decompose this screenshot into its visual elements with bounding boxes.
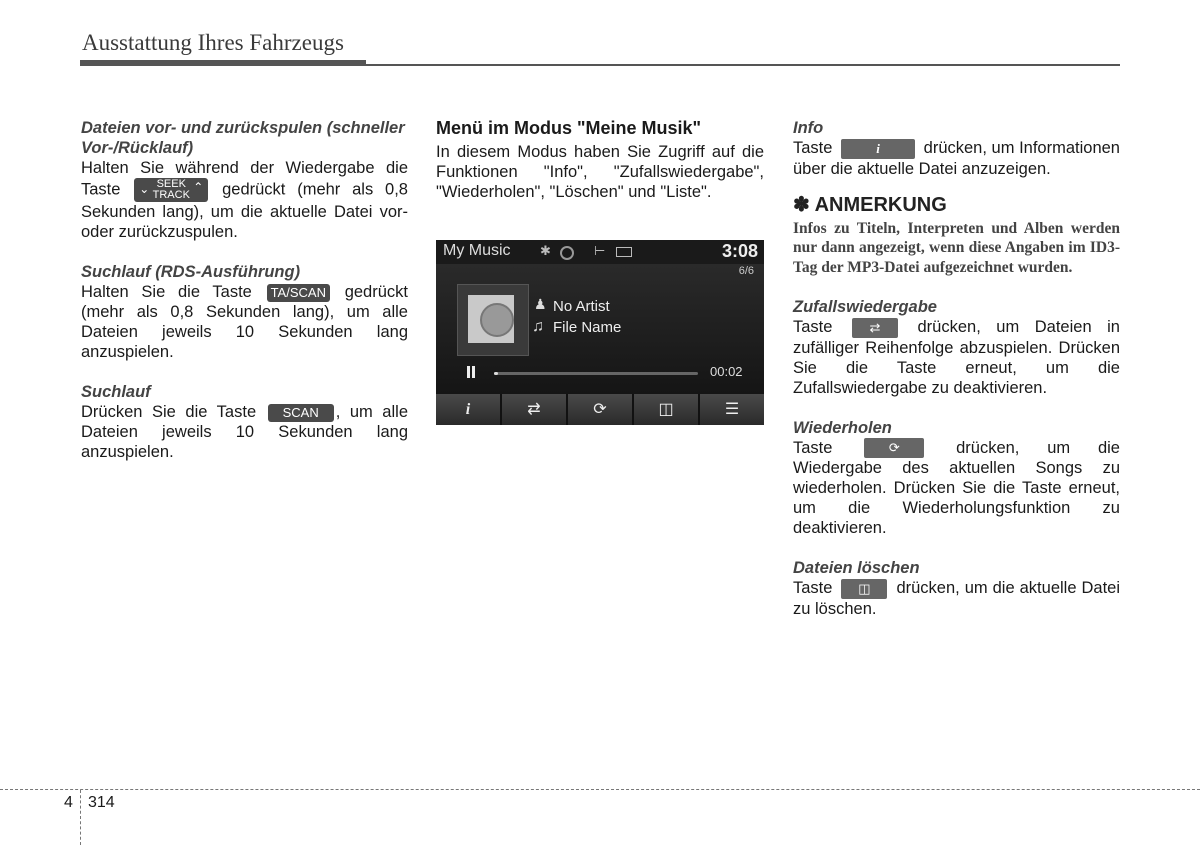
section-heading: Menü im Modus "Meine Musik" [436, 118, 702, 138]
section-heading: Wiederholen [793, 418, 892, 437]
track-count: 6/6 [738, 265, 754, 277]
screen-button-bar [436, 394, 764, 425]
chapter-number: 4 [64, 794, 73, 811]
trash-icon: ◫ [658, 401, 674, 418]
repeat-icon: ⟳ [888, 440, 900, 456]
section-text [81, 282, 408, 362]
text-part: drücken, um die aktuelle Datei zu löschen. [793, 579, 1121, 619]
screen-main-area [436, 264, 764, 394]
delete-button[interactable] [634, 394, 700, 425]
text-part: gedrückt (mehr als 0,8 Sekunden lang), um alle Dateien jeweils 10 Sekunden lang anzuspielen. [81, 283, 408, 361]
column-middle [436, 118, 764, 202]
section-text [81, 402, 408, 462]
column-right [793, 118, 1120, 639]
chevron-down-icon: ⌄ [139, 182, 150, 196]
disc-status-icon [560, 246, 574, 260]
screen-title: My Music [443, 242, 511, 259]
section-delete [793, 558, 1120, 619]
section-text [81, 158, 408, 242]
section-scan-rds [81, 262, 408, 362]
section-heading: Info [793, 119, 824, 137]
note-heading: ✽ ANMERKUNG [793, 193, 947, 216]
text-part: drücken, um die Wiedergabe des aktuellen Songs zu wiederholen. Drücken Sie die Taste erneut, um die Wiederholungsfunktion zu deaktivieren. [793, 438, 1120, 538]
text-part: Taste [793, 579, 833, 598]
text-part: , um alle Dateien jeweils 10 Sekunden lang anzuspielen. [81, 403, 408, 461]
repeat-icon: ⟳ [593, 401, 607, 418]
section-text [793, 138, 1120, 179]
header-rule-thin [366, 64, 1120, 66]
section-heading: Zufallswiedergabe [793, 298, 937, 317]
key-label-bottom: TRACK [152, 189, 190, 201]
key-label-top: SEEK [156, 178, 186, 190]
section-repeat [793, 418, 1120, 539]
footer-divider [80, 790, 81, 845]
section-info [793, 118, 1120, 179]
shuffle-key-badge [852, 318, 898, 338]
section-text [793, 438, 1120, 539]
footer-rule [0, 789, 1200, 790]
header-rule-thick [80, 60, 366, 66]
delete-key-badge [841, 579, 887, 599]
bluetooth-icon: ✱ [540, 243, 551, 258]
page-number: 314 [88, 794, 115, 811]
section-text [793, 317, 1120, 398]
shuffle-button[interactable] [502, 394, 568, 425]
file-name-label: File Name [553, 319, 622, 336]
screen-status-bar [436, 240, 764, 264]
section-heading: Dateien löschen [793, 559, 920, 578]
text-part: Halten Sie die Taste [81, 283, 252, 301]
repeat-key-badge [864, 438, 924, 458]
section-text [793, 578, 1120, 619]
scan-key-badge: SCAN [268, 404, 334, 422]
screen-clock: 3:08 [721, 241, 758, 261]
chevron-up-icon: ⌃ [193, 180, 204, 194]
section-heading: Dateien vor- und zurückspulen (schneller Vor-/Rücklauf) [81, 119, 405, 157]
pause-icon[interactable] [467, 366, 475, 378]
trash-icon: ◫ [858, 581, 871, 597]
page-header-title: Ausstattung Ihres Fahrzeugs [82, 30, 344, 55]
battery-icon [616, 247, 632, 257]
text-part: drücken, um Informationen über die aktuelle Datei anzuzeigen. [793, 139, 1120, 178]
note-text: Infos zu Titeln, Interpreten und Alben werden nur dann angezeigt, wenn diese Angaben im ID3-Tag der MP3-Datei aufgezeichnet wurden. [793, 219, 1120, 276]
section-shuffle [793, 297, 1120, 398]
section-text: In diesem Modus haben Sie Zugriff auf die Funktionen "Info", "Zufallswiedergabe", "Wiederholen", "Löschen" und "Liste". [436, 143, 764, 201]
music-note-icon: ♫ [532, 318, 544, 335]
my-music-screen [436, 240, 764, 425]
note-block [793, 195, 1120, 278]
shuffle-icon: ⇄ [869, 319, 881, 335]
text-part: Halten Sie während der Wiedergabe die Taste [81, 159, 408, 199]
text-part: drücken, um Dateien in zufälliger Reihenfolge abzuspielen. Drücken Sie die Taste erneut, um die Zufallswiedergabe zu deaktivieren. [793, 318, 1120, 397]
info-icon: i [465, 401, 471, 418]
column-left [81, 118, 408, 482]
usb-icon: ⊢ [594, 243, 606, 258]
progress-fill [494, 372, 498, 375]
text-part: Taste [793, 139, 833, 157]
info-key-badge [841, 139, 915, 159]
text-part: Taste [793, 438, 833, 457]
info-button[interactable] [436, 394, 502, 425]
album-art-icon [457, 284, 529, 356]
list-icon: ☰ [724, 401, 740, 418]
artist-label: No Artist [553, 298, 610, 315]
progress-bar[interactable] [494, 372, 698, 375]
section-heading: Suchlauf [81, 383, 151, 401]
info-icon: i [876, 140, 880, 156]
section-scan [81, 382, 408, 462]
text-part: Taste [793, 318, 833, 337]
elapsed-time: 00:02 [710, 364, 743, 379]
text-part: gedrückt (mehr als 0,8 Sekunden lang), um die aktuelle Datei vor- oder zurückzuspulen. [81, 180, 408, 241]
text-part: Drücken Sie die Taste [81, 403, 257, 421]
seek-track-key-badge [134, 178, 208, 202]
section-seek [81, 118, 408, 242]
list-button[interactable] [700, 394, 764, 425]
ta-scan-key-badge: TA/SCAN [267, 284, 330, 302]
person-icon: ♟ [534, 296, 547, 312]
shuffle-icon: ⇄ [527, 401, 541, 418]
repeat-button[interactable] [568, 394, 634, 425]
section-heading: Suchlauf (RDS-Ausführung) [81, 263, 301, 281]
